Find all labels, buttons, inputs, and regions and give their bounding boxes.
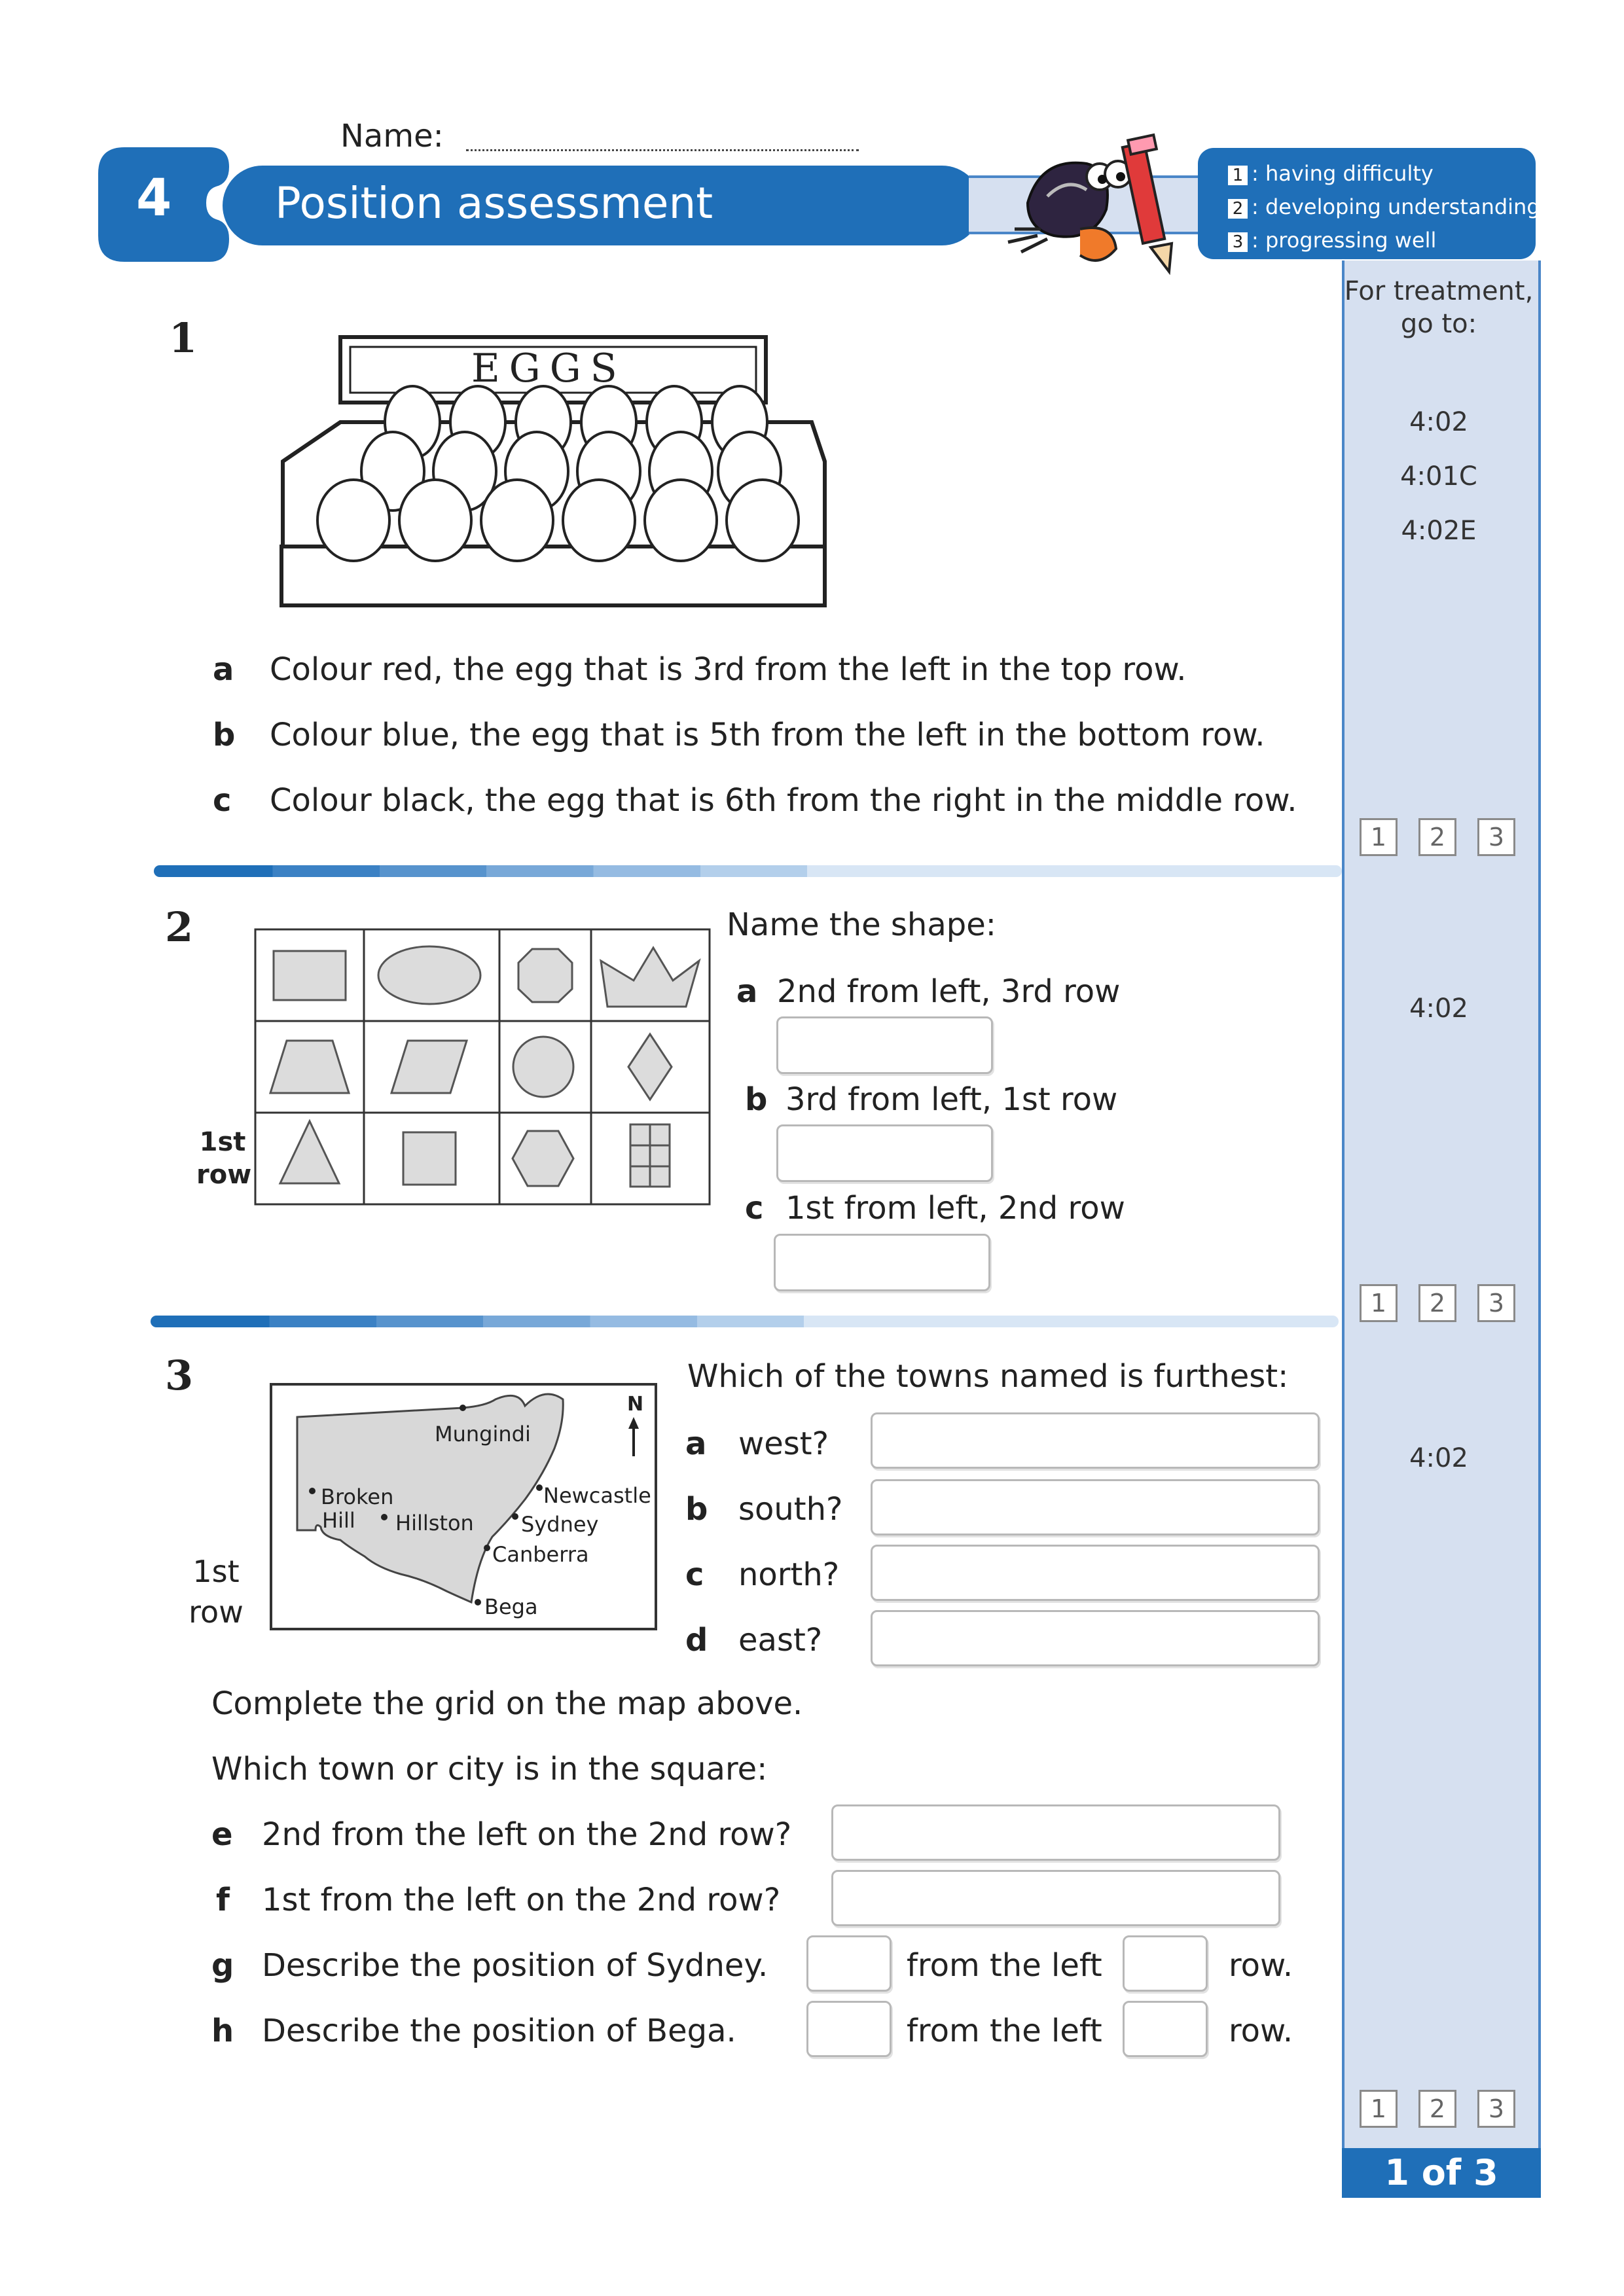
rating-box-2[interactable]: 2 — [1418, 1284, 1456, 1322]
answer-field[interactable] — [774, 1234, 990, 1291]
octagon-shape — [518, 949, 572, 1002]
question-text: Colour red, the egg that is 3rd from the left in the top row. — [270, 651, 1187, 688]
item-label: b — [213, 717, 236, 753]
legend-list — [1228, 157, 1540, 257]
square-shape — [403, 1132, 456, 1185]
item-label: a — [213, 651, 234, 688]
row-label: 1st row — [189, 1554, 244, 1630]
question-number: 1 — [169, 314, 198, 362]
answer-field[interactable] — [831, 1870, 1280, 1926]
legend-item: 2 : developing understanding — [1228, 190, 1540, 224]
question-text: 3rd from left, 1st row — [785, 1081, 1118, 1118]
page-indicator: 1 of 3 — [1342, 2148, 1541, 2198]
question-text: Colour blue, the egg that is 5th from the left in the bottom row. — [270, 717, 1265, 753]
answer-field[interactable] — [871, 1545, 1320, 1601]
item-label: c — [745, 1190, 764, 1227]
rating-box-3[interactable]: 3 — [1477, 818, 1515, 856]
item-label: c — [213, 782, 232, 819]
question-prompt: Which of the towns named is furthest: — [687, 1358, 1289, 1395]
hexagon-shape — [513, 1131, 573, 1186]
question-text: west? — [738, 1426, 829, 1462]
question-text: 1st from the left on the 2nd row? — [262, 1882, 781, 1918]
item-label: h — [211, 2013, 234, 2049]
shape-grid — [254, 928, 712, 1206]
question-text: 1st from left, 2nd row — [785, 1190, 1125, 1227]
rating-box-3[interactable]: 3 — [1477, 2090, 1515, 2128]
question-text: Colour black, the egg that is 6th from the right in the middle row. — [270, 782, 1297, 819]
rating-box-1[interactable]: 1 — [1360, 1284, 1398, 1322]
hermit-crab-mascot-icon — [1001, 131, 1185, 275]
question-prompt: Which town or city is in the square: — [211, 1751, 768, 1787]
answer-field[interactable] — [831, 1804, 1280, 1861]
chapter-number: 4 — [136, 169, 172, 228]
section-divider — [154, 865, 1342, 877]
carton-label: EGGS — [471, 346, 626, 391]
position-column-field[interactable] — [806, 2001, 892, 2057]
item-label: f — [216, 1882, 230, 1918]
crown-shape — [601, 948, 699, 1007]
q2-ref[interactable]: 4:02 — [1409, 994, 1468, 1024]
item-label: g — [211, 1947, 234, 1984]
town-mungindi: Mungindi — [435, 1422, 531, 1446]
answer-field[interactable] — [776, 1016, 993, 1074]
rating-box-2[interactable]: 2 — [1418, 2090, 1456, 2128]
rating-box-3[interactable]: 3 — [1477, 1284, 1515, 1322]
oval-shape — [378, 946, 480, 1004]
name-label: Name: — [340, 118, 444, 154]
q1-ref[interactable]: 4:01C — [1400, 461, 1477, 492]
treatment-sidebar — [1342, 260, 1541, 2198]
item-label: a — [736, 973, 758, 1010]
question-text: 2nd from the left on the 2nd row? — [262, 1816, 792, 1853]
question-number: 2 — [165, 903, 194, 951]
town-broken-hill: Broken — [321, 1484, 394, 1509]
answer-field[interactable] — [776, 1124, 993, 1182]
triangle-shape — [280, 1121, 339, 1183]
treatment-label: For treatment, go to: — [1344, 276, 1534, 339]
q1-ref[interactable]: 4:02 — [1409, 407, 1468, 437]
item-label: c — [685, 1556, 704, 1593]
town-bega: Bega — [484, 1594, 538, 1619]
legend-item: 1 : having difficulty — [1228, 157, 1540, 190]
rating-box-1[interactable]: 1 — [1360, 2090, 1398, 2128]
north-label: N — [627, 1393, 644, 1416]
section-divider — [151, 1316, 1339, 1327]
question-prompt: Name the shape: — [727, 906, 996, 943]
rating-box-2[interactable]: 2 — [1418, 818, 1456, 856]
question-text: north? — [738, 1556, 840, 1593]
town-broken-hill: Hill — [322, 1508, 355, 1533]
page-title: Position assessment — [275, 178, 713, 228]
row-label: 1st row — [196, 1127, 252, 1190]
row-text: row. — [1229, 1947, 1293, 1984]
town-canberra: Canberra — [492, 1542, 589, 1567]
town-hillston: Hillston — [395, 1511, 474, 1535]
position-row-field[interactable] — [1123, 2001, 1208, 2057]
answer-field[interactable] — [871, 1610, 1320, 1666]
item-label: e — [211, 1816, 233, 1853]
question-text: 2nd from left, 3rd row — [777, 973, 1121, 1010]
rhombus-shape — [628, 1034, 672, 1100]
row-text: row. — [1229, 2013, 1293, 2049]
q3-ref[interactable]: 4:02 — [1409, 1443, 1468, 1473]
composite-squares-shape — [630, 1124, 670, 1187]
q1-ref[interactable]: 4:02E — [1401, 516, 1477, 546]
question-text: Describe the position of Bega. — [262, 2013, 736, 2049]
position-column-field[interactable] — [806, 1935, 892, 1992]
trapezium-shape — [270, 1041, 349, 1093]
item-label: b — [685, 1491, 708, 1528]
position-row-field[interactable] — [1123, 1935, 1208, 1992]
question-number: 3 — [165, 1352, 194, 1399]
item-label: b — [745, 1081, 768, 1118]
legend-item: 3 : progressing well — [1228, 224, 1540, 257]
town-newcastle: Newcastle — [543, 1483, 651, 1508]
instruction-text: Complete the grid on the map above. — [211, 1685, 803, 1722]
answer-field[interactable] — [871, 1479, 1320, 1535]
question-text: Describe the position of Sydney. — [262, 1947, 768, 1984]
question-text: east? — [738, 1622, 823, 1659]
from-left-text: from the left — [907, 2013, 1102, 2049]
circle-shape — [513, 1037, 573, 1097]
town-sydney: Sydney — [521, 1512, 599, 1537]
parallelogram-shape — [391, 1041, 467, 1093]
rectangle-shape — [274, 951, 346, 1000]
question-text: south? — [738, 1491, 843, 1528]
answer-field[interactable] — [871, 1412, 1320, 1469]
from-left-text: from the left — [907, 1947, 1102, 1984]
item-label: d — [685, 1622, 708, 1659]
item-label: a — [685, 1426, 707, 1462]
rating-box-1[interactable]: 1 — [1360, 818, 1398, 856]
